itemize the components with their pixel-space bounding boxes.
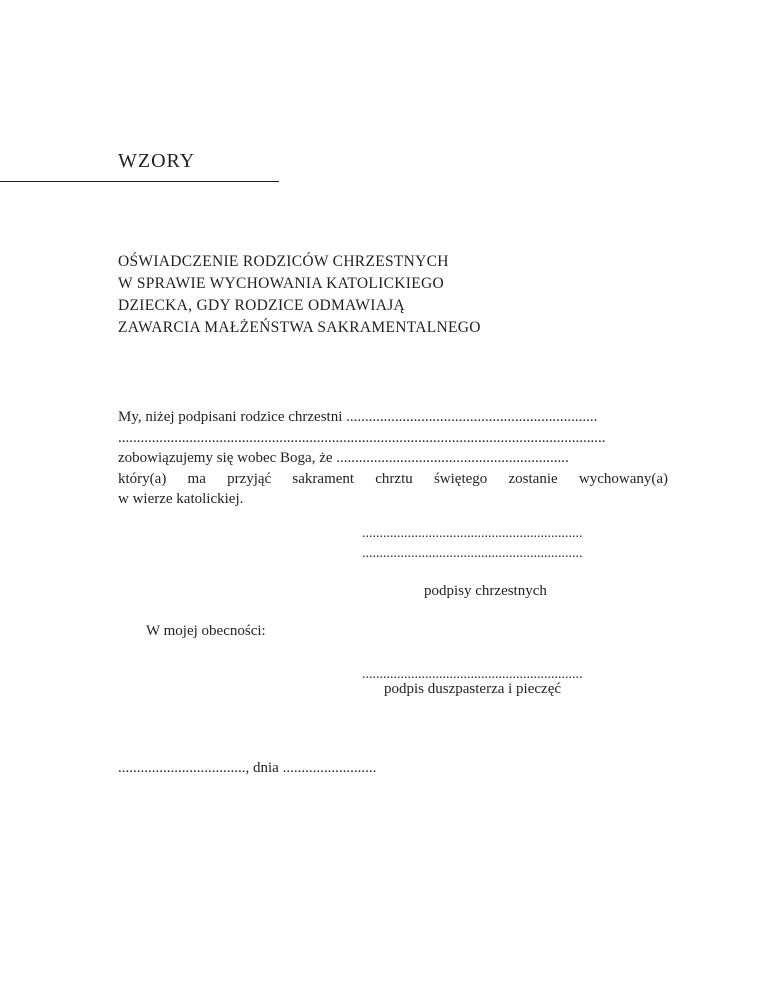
declaration-line: w wierze katolickiej. xyxy=(118,491,244,507)
date-dots: ......................... xyxy=(282,760,377,776)
declaration-line: który(a) ma przyjąć sakrament chrztu świętego zostanie wychowany(a) xyxy=(118,470,668,487)
document-heading xyxy=(118,251,481,339)
declaration-line: zobowiązujemy się wobec Boga, że .............................................................. xyxy=(118,450,569,466)
declaration-body xyxy=(118,407,668,510)
godparents-signature-label: podpisy chrzestnych xyxy=(424,583,547,599)
presence-label: W mojej obecności: xyxy=(146,623,266,639)
section-title-rule xyxy=(0,181,279,182)
signature-line: ............................................................... xyxy=(362,546,583,561)
godparent-signature-lines xyxy=(362,524,617,564)
section-title: WZORY xyxy=(118,150,196,172)
priest-signature-label: podpis duszpasterza i pieczęć xyxy=(384,681,562,697)
date-label: , dnia xyxy=(245,760,283,776)
declaration-line: .................................................................................................................................. xyxy=(118,429,606,446)
signature-line: ............................................................... xyxy=(362,526,583,541)
document-heading-line: ZAWARCIA MAŁŻEŃSTWA SAKRAMENTALNEGO xyxy=(118,319,481,336)
place-dots: .................................. xyxy=(118,760,246,776)
document-heading-line: W SPRAWIE WYCHOWANIA KATOLICKIEGO xyxy=(118,275,444,292)
document-heading-line: DZIECKA, GDY RODZICE ODMAWIAJĄ xyxy=(118,297,406,314)
signature-line: ............................................................... xyxy=(362,667,583,682)
place-date-line xyxy=(118,760,376,777)
declaration-line: My, niżej podpisani rodzice chrzestni ................................................................... xyxy=(118,409,598,425)
document-heading-line: OŚWIADCZENIE RODZICÓW CHRZESTNYCH xyxy=(118,253,449,270)
